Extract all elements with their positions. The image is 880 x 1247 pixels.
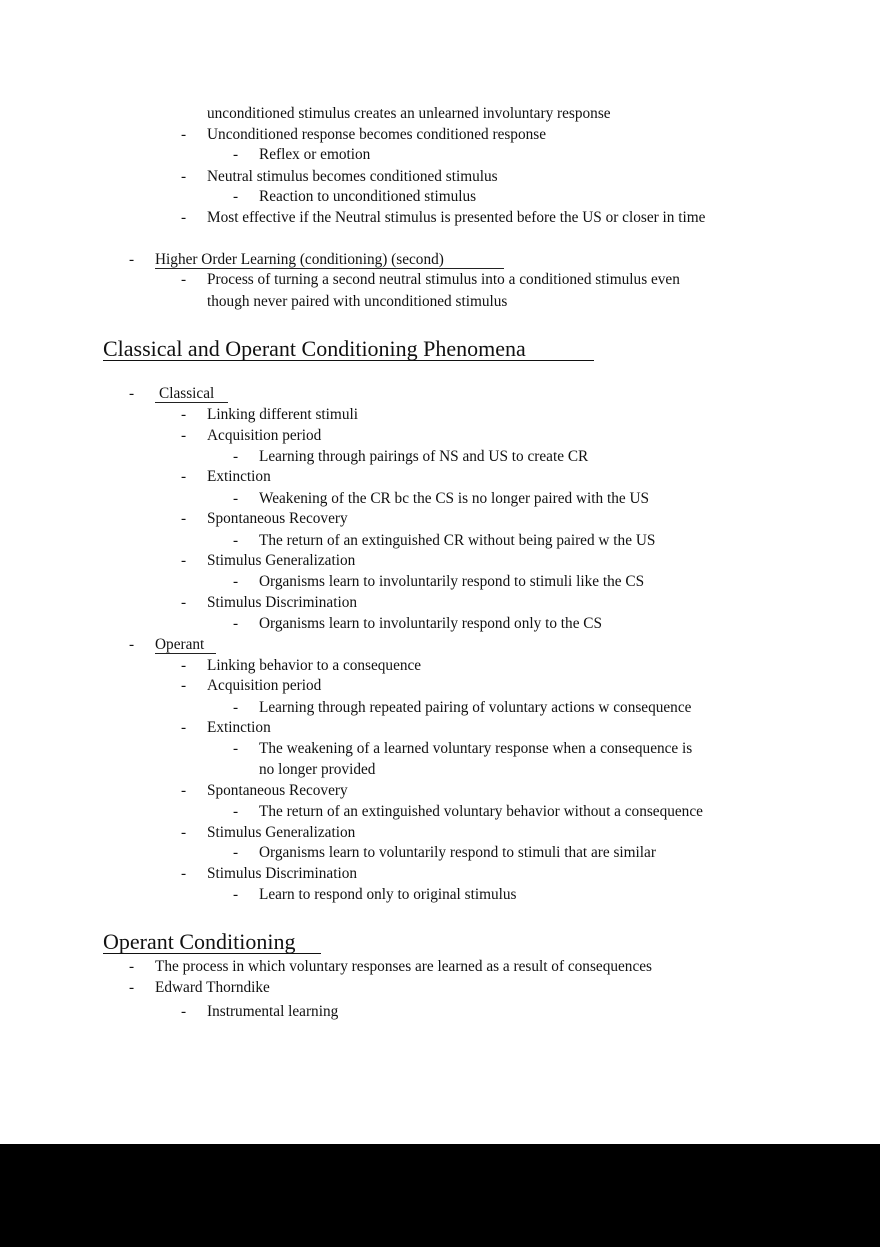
- bullet-dash: -: [233, 532, 239, 549]
- list-item: Acquisition period: [207, 427, 322, 444]
- bullet-dash: -: [233, 803, 239, 820]
- bullet-dash: -: [181, 406, 187, 423]
- classical-title: [155, 385, 228, 403]
- list-item: Stimulus Generalization: [207, 552, 356, 569]
- bullet-dash: -: [181, 594, 187, 611]
- list-item: Edward Thorndike: [155, 979, 270, 996]
- black-footer-band: [0, 1144, 880, 1247]
- bullet-dash: -: [181, 552, 187, 569]
- list-item: Acquisition period: [207, 677, 322, 694]
- list-item: Unconditioned response becomes conditioned response: [207, 126, 546, 143]
- section-heading-phenomena: [103, 336, 594, 362]
- bullet-dash: -: [233, 490, 239, 507]
- list-item: Learning through pairings of NS and US to create CR: [259, 448, 589, 465]
- bullet-dash: -: [233, 615, 239, 632]
- continued-text: unconditioned stimulus creates an unlearned involuntary response: [207, 105, 611, 122]
- operant-title: [155, 636, 216, 654]
- list-item: Process of turning a second neutral stimulus into a conditioned stimulus even: [207, 271, 680, 288]
- bullet-dash: -: [181, 865, 187, 882]
- list-item: Stimulus Generalization: [207, 824, 356, 841]
- list-item: The return of an extinguished voluntary behavior without a consequence: [259, 803, 703, 820]
- list-item: Learn to respond only to original stimulus: [259, 886, 517, 903]
- list-item-continuation: though never paired with unconditioned stimulus: [207, 293, 508, 310]
- section-heading-text: Operant Conditioning: [103, 931, 321, 954]
- list-item: Instrumental learning: [207, 1003, 339, 1020]
- list-item: Learning through repeated pairing of voluntary actions w consequence: [259, 699, 692, 716]
- bullet-dash: -: [233, 699, 239, 716]
- list-item: Organisms learn to involuntarily respond only to the CS: [259, 615, 603, 632]
- bullet-dash: -: [181, 1003, 187, 1020]
- list-item: The return of an extinguished CR without being paired w the US: [259, 532, 656, 549]
- list-item: Neutral stimulus becomes conditioned stimulus: [207, 168, 498, 185]
- bullet-dash: -: [129, 636, 135, 653]
- list-item: Organisms learn to involuntarily respond to stimuli like the CS: [259, 573, 645, 590]
- bullet-dash: -: [181, 510, 187, 527]
- bullet-dash: -: [181, 468, 187, 485]
- bullet-dash: -: [129, 251, 135, 268]
- list-item: Extinction: [207, 468, 271, 485]
- bullet-dash: -: [233, 886, 239, 903]
- bullet-dash: -: [181, 271, 187, 288]
- list-item: Stimulus Discrimination: [207, 865, 357, 882]
- bullet-dash: -: [233, 844, 239, 861]
- bullet-dash: -: [181, 782, 187, 799]
- list-item: The weakening of a learned voluntary response when a consequence is: [259, 740, 693, 757]
- bullet-dash: -: [233, 146, 239, 163]
- list-item: The process in which voluntary responses are learned as a result of consequences: [155, 958, 652, 975]
- bullet-dash: -: [233, 448, 239, 465]
- bullet-dash: -: [233, 573, 239, 590]
- bullet-dash: -: [181, 824, 187, 841]
- section-heading-operant-conditioning: [103, 929, 321, 955]
- higher-order-title-text: Higher Order Learning (conditioning) (second): [155, 252, 504, 269]
- section-heading-text: Classical and Operant Conditioning Phenomena: [103, 338, 594, 361]
- bullet-dash: -: [181, 209, 187, 226]
- operant-title-text: Operant: [155, 637, 216, 654]
- list-item-continuation: no longer provided: [259, 761, 376, 778]
- bullet-dash: -: [129, 958, 135, 975]
- bullet-dash: -: [181, 719, 187, 736]
- bullet-dash: -: [233, 188, 239, 205]
- bullet-dash: -: [181, 427, 187, 444]
- bullet-dash: -: [181, 657, 187, 674]
- list-item: Reaction to unconditioned stimulus: [259, 188, 477, 205]
- list-item: Weakening of the CR bc the CS is no longer paired with the US: [259, 490, 650, 507]
- list-item: Spontaneous Recovery: [207, 510, 348, 527]
- list-item: Reflex or emotion: [259, 146, 371, 163]
- list-item: Spontaneous Recovery: [207, 782, 348, 799]
- list-item: Linking behavior to a consequence: [207, 657, 422, 674]
- list-item: Organisms learn to voluntarily respond to stimuli that are similar: [259, 844, 656, 861]
- classical-title-text: Classical: [155, 386, 228, 403]
- list-item: Linking different stimuli: [207, 406, 358, 423]
- higher-order-title: [155, 251, 504, 269]
- bullet-dash: -: [181, 677, 187, 694]
- bullet-dash: -: [233, 740, 239, 757]
- bullet-dash: -: [129, 979, 135, 996]
- list-item: Stimulus Discrimination: [207, 594, 357, 611]
- bullet-dash: -: [181, 126, 187, 143]
- bullet-dash: -: [129, 385, 135, 402]
- list-item: Extinction: [207, 719, 271, 736]
- bullet-dash: -: [181, 168, 187, 185]
- list-item: Most effective if the Neutral stimulus is presented before the US or closer in time: [207, 209, 706, 226]
